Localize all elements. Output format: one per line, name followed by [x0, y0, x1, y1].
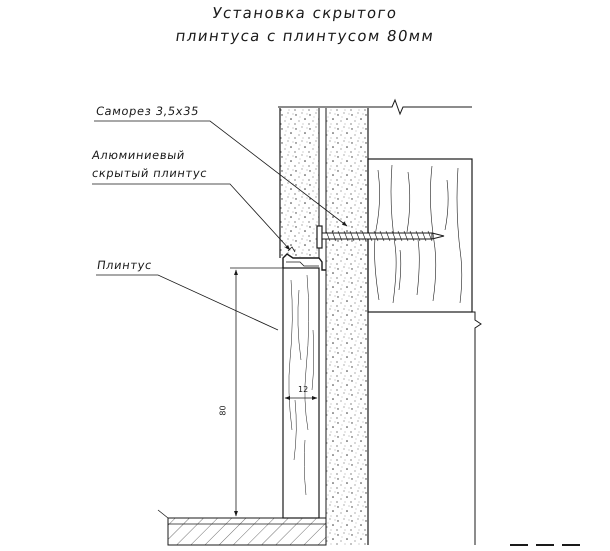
label-plinth: Плинтус — [96, 258, 154, 272]
title-line-2: плинтуса с плинтусом 80мм — [174, 27, 436, 45]
title-line-1: Установка скрытого — [211, 4, 399, 22]
plaster-layer — [280, 108, 319, 258]
concrete-wall — [326, 108, 368, 545]
label-aluminum-line-1: Алюминиевый — [91, 148, 187, 162]
label-screw: Саморез 3,5х35 — [95, 104, 201, 118]
floor-slab — [158, 510, 326, 545]
dimension-12-text: 12 — [298, 385, 309, 394]
dimension-80 — [230, 268, 283, 518]
right-break-line — [368, 312, 481, 545]
dimension-80-text: 80 — [218, 405, 228, 416]
label-aluminum-line-2: скрытый плинтус — [91, 166, 209, 180]
